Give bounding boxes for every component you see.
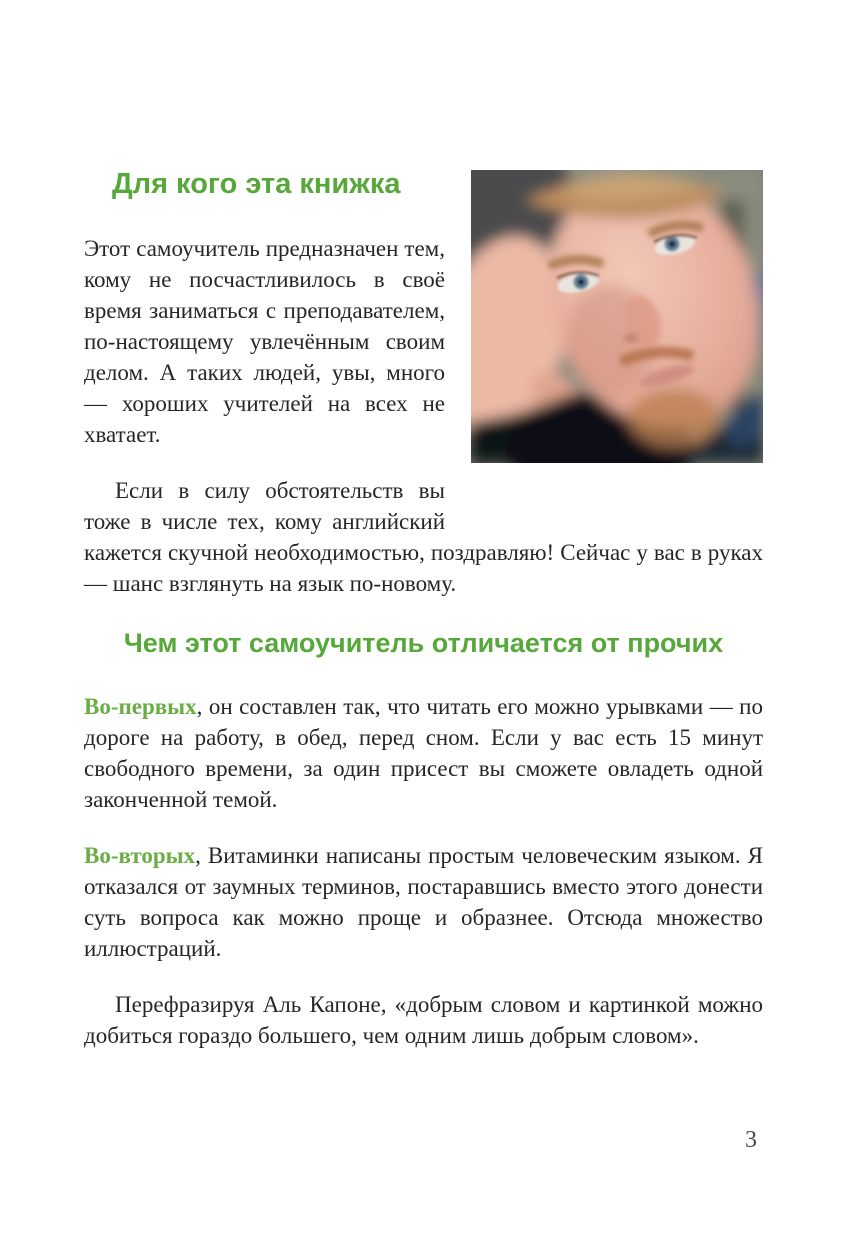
paragraph-firstly — [84, 691, 763, 815]
page-number: 3 — [745, 1127, 757, 1153]
author-portrait-photo — [471, 170, 763, 463]
page-content — [84, 166, 763, 1076]
paragraph-firstly-text: , он составлен так, что читать его можно урывками — по дороге на работу, в обед, перед сном. Если у вас есть 15 минут свободного времени, за один присест вы сможете овладеть одной законченной темой. — [84, 694, 763, 812]
portrait-illustration — [471, 170, 763, 463]
paragraph-intro: Этот самоучитель предназначен тем, кому не посчастливилось в своё время заниматься с преподавателем, по-настоящему увлечённым своим делом. А таких людей, увы, много — хороших учителей на всех не хватает. — [84, 236, 445, 447]
lead-word-secondly: Во-вторых — [84, 843, 196, 868]
section-heading: Чем этот самоучитель отличается от прочих — [123, 628, 724, 658]
paragraph-secondly-text: , Витаминки написаны простым человеческим языком. Я отказался от заумных терминов, постаравшись вместо этого донести суть вопроса как можно проще и образнее. Отсюда множество иллюстраций. — [84, 843, 763, 961]
paragraph-secondly — [84, 840, 763, 964]
lead-word-firstly: Во-первых — [84, 694, 197, 719]
paragraph-congrats: Если в силу обстоятельств вы тоже в числе тех, кому английский кажется скучной необходимостью, поздравляю! Сейчас у вас в руках — шанс взглянуть на язык по-новому. — [84, 478, 763, 596]
paragraph-capone-quote: Перефразируя Аль Капоне, «добрым словом и картинкой можно добиться гораздо большего, чем одним лишь добрым словом». — [84, 992, 763, 1048]
page-title: Для кого эта книжка — [112, 168, 401, 200]
